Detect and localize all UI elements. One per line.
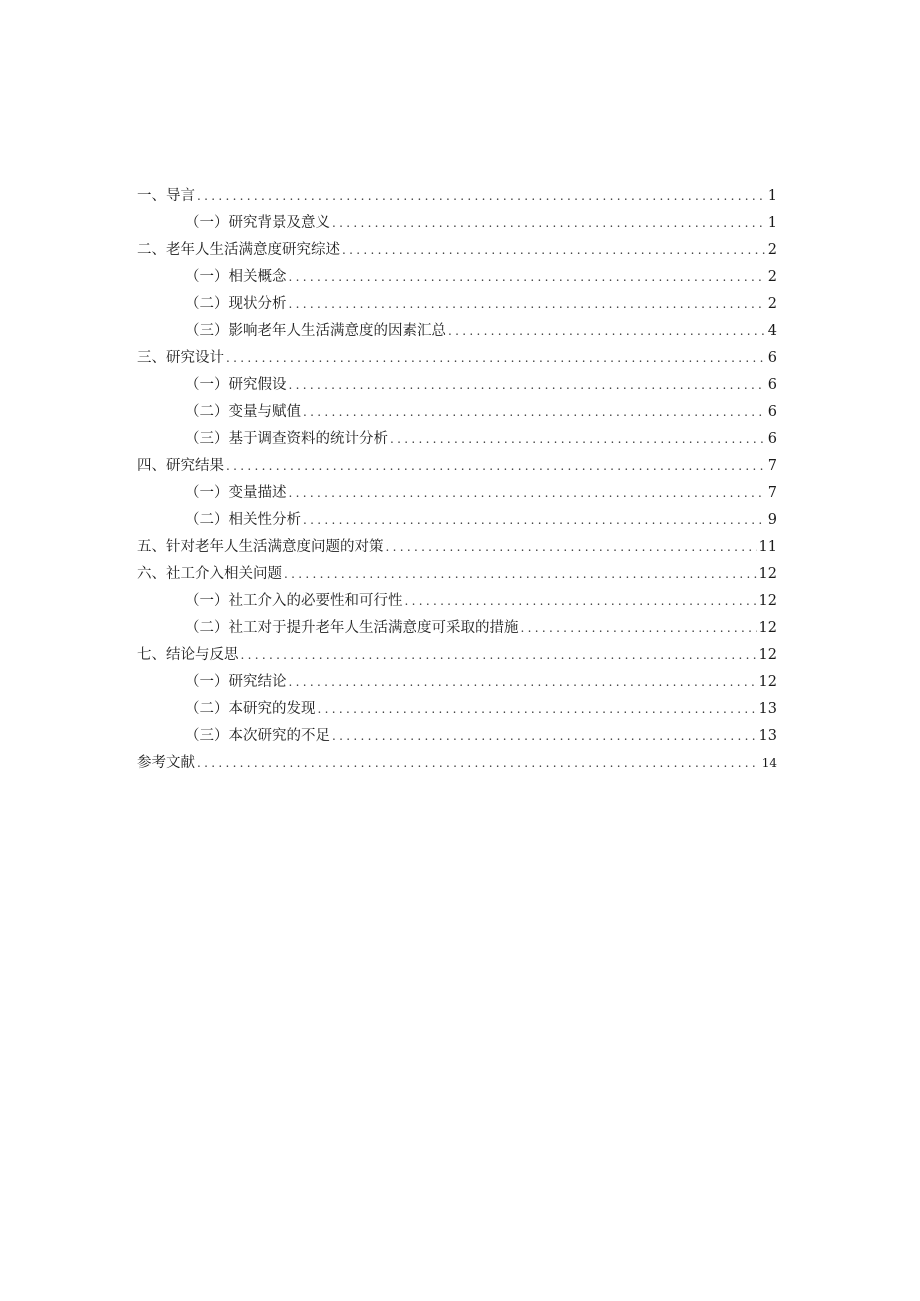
toc-page-number: 12	[758, 566, 777, 582]
toc-entry-title: （二）本研究的发现	[185, 701, 316, 717]
toc-dot-leader	[241, 642, 757, 669]
toc-dot-leader	[289, 372, 766, 399]
toc-page-number: 13	[758, 701, 777, 717]
toc-entry[interactable]	[137, 318, 777, 345]
toc-page-number: 12	[758, 593, 777, 609]
toc-page-number: 6	[767, 431, 777, 447]
toc-dot-leader	[226, 453, 766, 480]
toc-dot-leader	[289, 291, 766, 318]
toc-page-number: 6	[767, 404, 777, 420]
toc-entry[interactable]	[137, 561, 777, 588]
toc-dot-leader	[284, 561, 757, 588]
toc-dot-leader	[289, 669, 757, 696]
toc-entry-title: （三）基于调查资料的统计分析	[185, 431, 388, 447]
toc-entry-title: （一）研究结论	[185, 674, 287, 690]
toc-dot-leader	[289, 264, 766, 291]
toc-dot-leader	[386, 534, 757, 561]
toc-dot-leader	[303, 399, 766, 426]
toc-page-number: 1	[767, 215, 777, 231]
toc-entry-title: （一）研究假设	[185, 377, 287, 393]
toc-entry-title: （二）社工对于提升老年人生活满意度可采取的措施	[185, 620, 519, 636]
toc-entry-title: 六、社工介入相关问题	[137, 566, 282, 582]
toc-page-number: 12	[758, 674, 777, 690]
toc-entry-title: （二）现状分析	[185, 296, 287, 312]
toc-page-number: 7	[767, 458, 777, 474]
toc-page-number: 4	[767, 323, 777, 339]
toc-entry[interactable]	[137, 615, 777, 642]
toc-dot-leader	[318, 696, 757, 723]
toc-entry-title: （二）相关性分析	[185, 512, 301, 528]
toc-dot-leader	[390, 426, 766, 453]
toc-dot-leader	[303, 507, 766, 534]
toc-dot-leader	[448, 318, 766, 345]
toc-entry-title: 二、老年人生活满意度研究综述	[137, 242, 340, 258]
toc-entry[interactable]	[137, 507, 777, 534]
toc-page-number: 14	[761, 756, 777, 770]
toc-dot-leader	[521, 615, 757, 642]
table-of-contents	[137, 183, 777, 777]
toc-entry[interactable]	[137, 696, 777, 723]
toc-entry-title: 三、研究设计	[137, 350, 224, 366]
toc-entry-title: （一）相关概念	[185, 269, 287, 285]
toc-entry-title: 七、结论与反思	[137, 647, 239, 663]
toc-entry[interactable]	[137, 426, 777, 453]
toc-entry-title: （三）影响老年人生活满意度的因素汇总	[185, 323, 446, 339]
toc-entry[interactable]	[137, 210, 777, 237]
toc-entry-title: （三）本次研究的不足	[185, 728, 330, 744]
toc-entry-title: 四、研究结果	[137, 458, 224, 474]
toc-page-number: 2	[767, 242, 777, 258]
toc-dot-leader	[197, 750, 760, 777]
toc-dot-leader	[332, 210, 766, 237]
toc-dot-leader	[332, 723, 757, 750]
toc-entry-title: 五、针对老年人生活满意度问题的对策	[137, 539, 384, 555]
toc-page-number: 7	[767, 485, 777, 501]
toc-entry[interactable]	[137, 480, 777, 507]
toc-entry[interactable]	[137, 534, 777, 561]
toc-dot-leader	[405, 588, 757, 615]
toc-entry-title: （一）研究背景及意义	[185, 215, 330, 231]
toc-entry[interactable]	[137, 669, 777, 696]
toc-entry[interactable]	[137, 723, 777, 750]
toc-entry[interactable]	[137, 399, 777, 426]
toc-page-number: 1	[767, 188, 777, 204]
toc-page-number: 13	[758, 728, 777, 744]
toc-page-number: 9	[767, 512, 777, 528]
toc-page-number: 6	[767, 377, 777, 393]
toc-entry[interactable]	[137, 237, 777, 264]
toc-entry[interactable]	[137, 588, 777, 615]
toc-entry[interactable]	[137, 372, 777, 399]
toc-entry-title: （一）社工介入的必要性和可行性	[185, 593, 403, 609]
toc-dot-leader	[342, 237, 766, 264]
toc-entry[interactable]	[137, 183, 777, 210]
toc-page-number: 12	[758, 647, 777, 663]
toc-entry-title: 一、导言	[137, 188, 195, 204]
toc-entry-title: （二）变量与赋值	[185, 404, 301, 420]
toc-entry[interactable]	[137, 642, 777, 669]
toc-entry[interactable]	[137, 345, 777, 372]
toc-page-number: 12	[758, 620, 777, 636]
toc-entry-title: 参考文献	[137, 755, 195, 771]
toc-entry-title: （一）变量描述	[185, 485, 287, 501]
toc-page-number: 2	[767, 296, 777, 312]
toc-dot-leader	[197, 183, 766, 210]
toc-entry[interactable]	[137, 750, 777, 777]
toc-entry[interactable]	[137, 291, 777, 318]
toc-entry[interactable]	[137, 264, 777, 291]
toc-dot-leader	[226, 345, 766, 372]
toc-page-number: 6	[767, 350, 777, 366]
toc-page-number: 11	[758, 539, 777, 555]
toc-entry[interactable]	[137, 453, 777, 480]
toc-page-number: 2	[767, 269, 777, 285]
toc-dot-leader	[289, 480, 766, 507]
